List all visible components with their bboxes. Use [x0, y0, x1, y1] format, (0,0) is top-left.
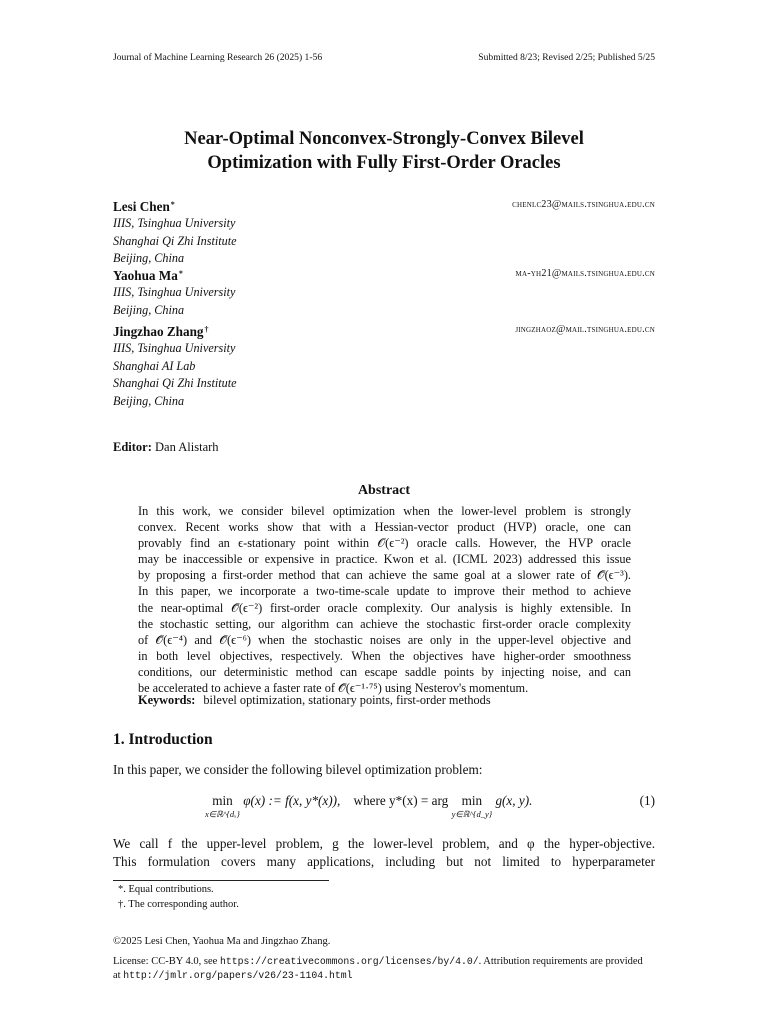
author-email[interactable]: ma-yh21@mails.tsinghua.edu.cn — [515, 268, 655, 279]
equation-number: (1) — [639, 793, 655, 808]
affiliation-line: Beijing, China — [113, 251, 185, 265]
abstract-line: the stochastic setting, our algorithm can achieve the stochastic first-order oracle complexity — [138, 616, 631, 631]
paper-title — [113, 127, 655, 175]
body-paragraph — [113, 835, 655, 871]
abstract-line: of 𝒪̃(ϵ⁻⁴) and 𝒪̃(ϵ⁻⁶) when the stochastic noises are only in the upper-level objective and — [138, 632, 631, 647]
abstract-line: may be inaccessible or expensive in practice. Kwon et al. (ICML 2023) addressed this issue — [138, 552, 631, 567]
keywords-label: Keywords: — [138, 693, 196, 707]
author-email[interactable]: jingzhaoz@mail.tsinghua.edu.cn — [515, 324, 655, 335]
abstract-line: provably find an ϵ-stationary point within 𝒪(ϵ⁻²) oracle calls. However, the HVP oracle — [138, 536, 631, 551]
abstract-line: in both level objectives, respectively. When the objectives have higher-order smoothness — [138, 648, 631, 663]
footnote-1: *. Equal contributions. — [118, 884, 214, 895]
title-line-1: Near-Optimal Nonconvex-Strongly-Convex Bilevel — [184, 129, 584, 149]
abstract-line: In this work, we consider bilevel optimization when the lower-level problem is strongly — [138, 504, 631, 518]
equation-where: where y*(x) = arg — [353, 793, 449, 808]
author-name: Lesi Chen* — [113, 199, 175, 214]
submission-dates: Submitted 8/23; Revised 2/25; Published 5/25 — [478, 52, 655, 63]
editor-line — [113, 440, 219, 455]
paper-link[interactable]: http://jmlr.org/papers/v26/23-1104.html — [123, 970, 353, 981]
author-mark: * — [178, 269, 183, 278]
abstract-line: by proposing a first-order method that can achieve the same goal at a slower rate of 𝒪̃(ϵ⁻³). — [138, 568, 631, 583]
abstract-line: conditions, our deterministic method can escape saddle points by injecting noise, and can — [138, 664, 631, 679]
author-block-2 — [113, 267, 655, 319]
affiliation-line: IIIS, Tsinghua University — [113, 216, 236, 230]
paragraph-line: In this paper, we consider the following bilevel optimization problem: — [113, 762, 483, 777]
equation-lhs: φ(x) := f(x, y*(x)), — [243, 793, 341, 808]
affiliation-line: Shanghai Qi Zhi Institute — [113, 376, 237, 390]
author-mark: * — [170, 200, 175, 209]
editor-label: Editor: — [113, 440, 152, 454]
affiliation-line: IIIS, Tsinghua University — [113, 285, 236, 299]
footnote-2: †. The corresponding author. — [118, 899, 239, 910]
keywords-list: bilevel optimization, stationary points, first-order methods — [203, 693, 491, 707]
editor-name: Dan Alistarh — [155, 440, 219, 454]
intro-paragraph — [113, 761, 655, 779]
abstract-line: In this paper, we incorporate a two-time-scale update to improve their method to achieve — [138, 584, 631, 599]
author-email[interactable]: chenlc23@mails.tsinghua.edu.cn — [512, 199, 655, 210]
equation-1 — [113, 793, 655, 827]
min-operator-2: min y∈ℝ^{d_y} — [451, 793, 493, 819]
author-name: Jingzhao Zhang† — [113, 324, 209, 339]
equation-body — [205, 793, 585, 819]
paragraph-line: We call f the upper-level problem, g the lower-level problem, and φ the hyper-objective. — [113, 836, 655, 851]
affiliation-line: Beijing, China — [113, 393, 185, 408]
affiliation-line: Shanghai Qi Zhi Institute — [113, 233, 237, 248]
journal-info: Journal of Machine Learning Research 26 (2025) 1-56 — [113, 52, 323, 63]
running-header — [113, 52, 655, 66]
author-block-1 — [113, 198, 655, 268]
affiliation-line: IIIS, Tsinghua University — [113, 341, 236, 355]
abstract-heading: Abstract — [357, 483, 411, 498]
license-line-1: License: CC-BY 4.0, see https://creativecommons.org/licenses/by/4.0/. Attribution requirements are provided — [113, 956, 643, 967]
copyright-notice: ©2025 Lesi Chen, Yaohua Ma and Jingzhao Zhang. — [113, 936, 331, 947]
equation-rhs: g(x, y). — [495, 793, 533, 808]
license-line-2: at http://jmlr.org/papers/v26/23-1104.html — [113, 970, 353, 981]
license-link[interactable]: https://creativecommons.org/licenses/by/4.0/ — [219, 956, 479, 967]
author-name: Yaohua Ma* — [113, 268, 183, 283]
abstract-line: convex. Recent works show that with a Hessian-vector product (HVP) oracle, one can — [138, 520, 631, 535]
author-block-3 — [113, 323, 655, 410]
affiliation-line: Shanghai AI Lab — [113, 358, 196, 373]
min-operator: min x∈ℝ^{dₓ} — [205, 793, 240, 819]
license-notice — [113, 955, 655, 983]
footnote-rule — [113, 880, 329, 881]
affiliation-line: Beijing, China — [113, 302, 185, 317]
title-line-2: Optimization with Fully First-Order Oracles — [207, 153, 561, 173]
section-heading: 1. Introduction — [113, 731, 213, 748]
keywords — [138, 693, 631, 708]
abstract-line: the near-optimal 𝒪̃(ϵ⁻²) first-order oracle complexity. Our analysis is highly extensible. In — [138, 600, 631, 615]
abstract-body — [138, 503, 631, 696]
author-mark: † — [204, 325, 209, 334]
abstract-line: be accelerated to achieve a faster rate of 𝒪̃(ϵ⁻¹·⁷⁵) using Nesterov's momentum. — [138, 681, 529, 696]
paragraph-line: This formulation covers many applications, including but not limited to hyperparameter — [113, 854, 655, 869]
